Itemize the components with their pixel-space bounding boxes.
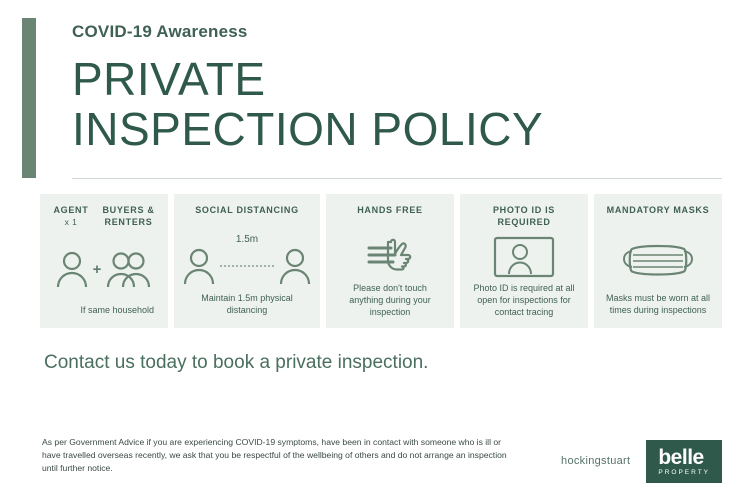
belle-subtitle: PROPERTY bbox=[658, 469, 710, 476]
two-people-icon bbox=[105, 249, 153, 289]
card-agent-title-text: AGENT bbox=[53, 205, 89, 215]
card-agent-icons bbox=[48, 234, 160, 304]
card-social-title: SOCIAL DISTANCING bbox=[195, 205, 299, 215]
card-buyers-title bbox=[102, 204, 154, 228]
card-masks-head bbox=[602, 204, 714, 234]
card-agent-caption: If same household bbox=[80, 305, 154, 315]
distance-dotted-line bbox=[220, 265, 274, 267]
accent-bar bbox=[22, 18, 36, 178]
card-hands-free bbox=[326, 194, 454, 328]
disclaimer-text: As per Government Advice if you are experiencing COVID-19 symptoms, have been in contact with someone who is ill or have travelled overseas recently, we ask that you be respectful of the wellbeing of others and do not arrange an inspection until further notice. bbox=[42, 437, 507, 473]
hand-icon bbox=[357, 234, 423, 278]
card-photo-title: PHOTO ID IS REQUIRED bbox=[492, 205, 556, 227]
belle-property-logo bbox=[646, 440, 722, 483]
card-mandatory-masks bbox=[594, 194, 722, 328]
card-agent-title bbox=[53, 204, 88, 228]
card-masks-icon-area bbox=[602, 234, 714, 288]
face-mask-icon bbox=[622, 239, 694, 283]
belle-wordmark: belle bbox=[658, 446, 704, 469]
card-social-head bbox=[182, 204, 312, 234]
page-title-line-2: INSPECTION POLICY bbox=[72, 103, 544, 155]
card-photo-head bbox=[468, 204, 580, 234]
person-icon-right bbox=[278, 246, 312, 286]
hockingstuart-logo: hockingstuart bbox=[561, 455, 631, 468]
card-social-distancing bbox=[174, 194, 320, 328]
plus-icon: + bbox=[92, 260, 102, 278]
card-buyers-title-text: BUYERS & bbox=[102, 205, 155, 215]
page-title-line-1: PRIVATE bbox=[72, 53, 266, 105]
card-agent-head bbox=[48, 204, 160, 234]
card-photo-caption: Photo ID is required at all open for inspections for contact tracing bbox=[473, 283, 575, 317]
person-icon-left bbox=[182, 246, 216, 286]
card-masks-caption: Masks must be worn at all times during inspections bbox=[605, 293, 711, 315]
page-title bbox=[72, 54, 720, 154]
card-masks-title: MANDATORY MASKS bbox=[606, 205, 710, 215]
card-agent-subtitle: x 1 bbox=[64, 217, 78, 227]
card-hands-head bbox=[334, 204, 446, 234]
card-buyers-subtitle: RENTERS bbox=[104, 217, 153, 227]
policy-cards bbox=[40, 194, 722, 328]
card-social-caption: Maintain 1.5m physical distancing bbox=[201, 293, 293, 315]
card-hands-icon-area bbox=[334, 234, 446, 278]
card-agent bbox=[40, 194, 168, 328]
eyebrow-text: COVID-19 Awareness bbox=[72, 22, 248, 41]
footer-logos bbox=[561, 440, 722, 483]
distance-label: 1.5m bbox=[235, 234, 259, 245]
cta-text: Contact us today to book a private inspection. bbox=[44, 352, 429, 373]
card-social-icons bbox=[182, 246, 312, 286]
card-photo-id bbox=[460, 194, 588, 328]
person-icon bbox=[55, 249, 89, 289]
card-photo-icon-area bbox=[468, 234, 580, 278]
header bbox=[72, 22, 720, 154]
card-hands-caption: Please don't touch anything during your inspection bbox=[349, 283, 431, 317]
header-divider bbox=[72, 178, 722, 179]
id-card-icon bbox=[493, 234, 555, 278]
card-hands-title: HANDS FREE bbox=[357, 205, 423, 215]
